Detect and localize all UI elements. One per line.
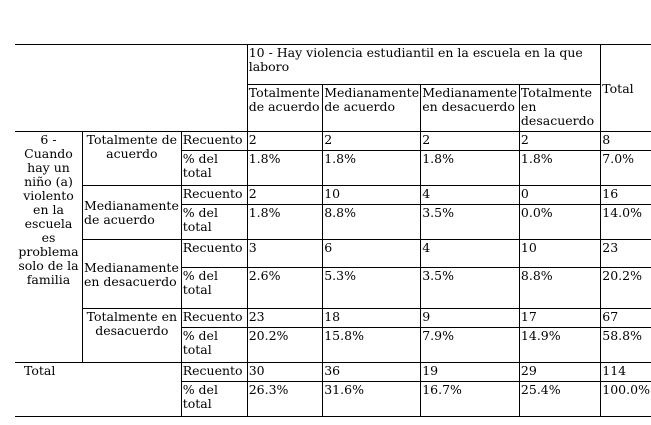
percent-cell: 1.8% bbox=[247, 205, 323, 240]
count-cell: 36 bbox=[323, 363, 421, 382]
percent-total-cell: 100.0% bbox=[601, 382, 651, 417]
percent-cell: 3.5% bbox=[421, 268, 520, 309]
column-category-header: Totalmente en desacuerdo bbox=[519, 85, 600, 132]
column-variable-header: 10 - Hay violencia estudiantil en la escuela en la que laboro bbox=[247, 45, 601, 85]
percent-cell: 2.6% bbox=[247, 268, 323, 309]
percent-cell: 1.8% bbox=[247, 151, 323, 186]
stat-label: Recuento bbox=[181, 186, 247, 205]
stat-label: % del total bbox=[181, 205, 247, 240]
percent-cell: 25.4% bbox=[519, 382, 600, 417]
count-cell: 23 bbox=[247, 309, 323, 328]
percent-cell: 15.8% bbox=[323, 328, 421, 363]
column-category-header: Medianamente en desacuerdo bbox=[421, 85, 520, 132]
count-cell: 10 bbox=[519, 240, 600, 268]
stat-label: % del total bbox=[181, 151, 247, 186]
percent-cell: 1.8% bbox=[519, 151, 600, 186]
count-total-cell: 16 bbox=[601, 186, 651, 205]
stat-label: % del total bbox=[181, 382, 247, 417]
count-total-cell: 8 bbox=[601, 132, 651, 151]
count-cell: 9 bbox=[421, 309, 520, 328]
count-cell: 4 bbox=[421, 186, 520, 205]
count-total-cell: 67 bbox=[601, 309, 651, 328]
percent-cell: 7.9% bbox=[421, 328, 520, 363]
count-cell: 6 bbox=[323, 240, 421, 268]
row-variable-label: 6 - Cuando hay un niño (a) violento en la escuela es problema solo de la familia bbox=[15, 132, 82, 363]
stat-label: Recuento bbox=[181, 363, 247, 382]
percent-cell: 16.7% bbox=[421, 382, 520, 417]
percent-total-cell: 58.8% bbox=[601, 328, 651, 363]
percent-cell: 0.0% bbox=[519, 205, 600, 240]
total-column-header: Total bbox=[601, 45, 651, 132]
stat-label: Recuento bbox=[181, 132, 247, 151]
stat-label: % del total bbox=[181, 268, 247, 309]
stat-label: % del total bbox=[181, 328, 247, 363]
percent-total-cell: 14.0% bbox=[601, 205, 651, 240]
crosstab-table bbox=[15, 44, 651, 417]
percent-cell: 3.5% bbox=[421, 205, 520, 240]
column-category-header: Medianamente de acuerdo bbox=[323, 85, 421, 132]
count-cell: 29 bbox=[519, 363, 600, 382]
count-cell: 19 bbox=[421, 363, 520, 382]
corner-cell bbox=[15, 45, 247, 132]
percent-cell: 20.2% bbox=[247, 328, 323, 363]
count-total-cell: 114 bbox=[601, 363, 651, 382]
count-cell: 0 bbox=[519, 186, 600, 205]
stat-label: Recuento bbox=[181, 309, 247, 328]
count-cell: 2 bbox=[247, 132, 323, 151]
percent-cell: 8.8% bbox=[323, 205, 421, 240]
percent-cell: 8.8% bbox=[519, 268, 600, 309]
percent-cell: 5.3% bbox=[323, 268, 421, 309]
total-row-label: Total bbox=[15, 363, 181, 417]
count-cell: 10 bbox=[323, 186, 421, 205]
count-cell: 3 bbox=[247, 240, 323, 268]
stat-label: Recuento bbox=[181, 240, 247, 268]
row-category-label: Totalmente de acuerdo bbox=[82, 132, 181, 186]
count-cell: 2 bbox=[421, 132, 520, 151]
count-cell: 30 bbox=[247, 363, 323, 382]
count-cell: 17 bbox=[519, 309, 600, 328]
count-cell: 2 bbox=[519, 132, 600, 151]
count-total-cell: 23 bbox=[601, 240, 651, 268]
count-cell: 2 bbox=[323, 132, 421, 151]
percent-total-cell: 20.2% bbox=[601, 268, 651, 309]
percent-cell: 14.9% bbox=[519, 328, 600, 363]
row-category-label: Medianamente de acuerdo bbox=[82, 186, 181, 240]
count-cell: 2 bbox=[247, 186, 323, 205]
percent-cell: 26.3% bbox=[247, 382, 323, 417]
count-cell: 4 bbox=[421, 240, 520, 268]
row-category-label: Totalmente en desacuerdo bbox=[82, 309, 181, 363]
percent-cell: 1.8% bbox=[421, 151, 520, 186]
row-category-label: Medianamente en desacuerdo bbox=[82, 240, 181, 309]
percent-total-cell: 7.0% bbox=[601, 151, 651, 186]
count-cell: 18 bbox=[323, 309, 421, 328]
percent-cell: 1.8% bbox=[323, 151, 421, 186]
column-category-header: Totalmente de acuerdo bbox=[247, 85, 323, 132]
percent-cell: 31.6% bbox=[323, 382, 421, 417]
